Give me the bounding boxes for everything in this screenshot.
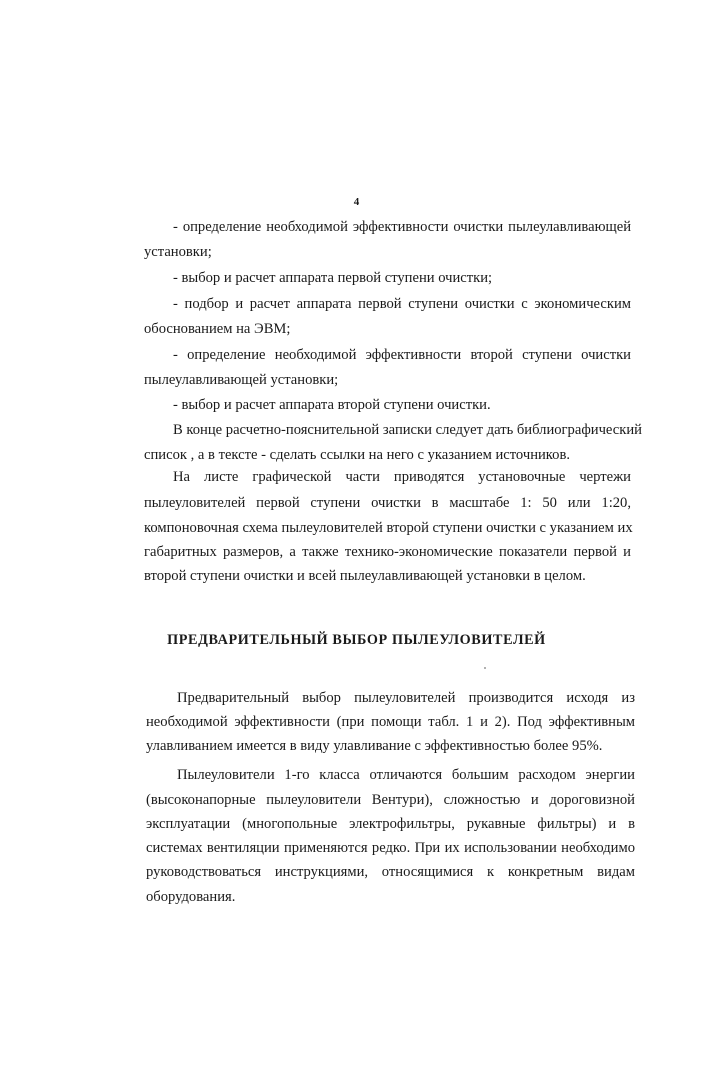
- text-line: эксплуатации (многопольные электрофильтры, рукавные фильтры) и в: [146, 816, 635, 832]
- text-line: Предварительный выбор пылеуловителей производится исходя из: [177, 690, 635, 706]
- text-line: пылеулавливающей установки;: [144, 372, 339, 388]
- text-line: обоснованием на ЭВМ;: [144, 321, 291, 337]
- text-line: улавливанием имеется в виду улавливание с эффективностью более 95%.: [146, 738, 603, 754]
- text-line: В конце расчетно-пояснительной записки следует дать библиографический: [173, 422, 642, 438]
- scan-speck: [484, 667, 486, 669]
- text-line: - подбор и расчет аппарата первой ступени очистки с экономическим: [173, 296, 631, 312]
- text-line: список , а в тексте - сделать ссылки на него с указанием источников.: [144, 447, 570, 463]
- text-line: - определение необходимой эффективности очистки пылеулавливающей: [173, 219, 631, 235]
- text-line: - определение необходимой эффективности второй ступени очистки: [173, 347, 631, 363]
- text-line: габаритных размеров, а также технико-экономические показатели первой и: [144, 544, 631, 560]
- text-line: руководствоваться инструкциями, относящимися к конкретным видам: [146, 864, 635, 880]
- text-line: второй ступени очистки и всей пылеулавливающей установки в целом.: [144, 568, 586, 584]
- text-line: компоновочная схема пылеуловителей второй ступени очистки с указанием их: [144, 520, 633, 536]
- text-line: - выбор и расчет аппарата первой ступени очистки;: [173, 270, 493, 286]
- page-number: 4: [353, 196, 360, 208]
- text-line: (высоконапорные пылеуловители Вентури), сложностью и дороговизной: [146, 792, 635, 808]
- section-heading: ПРЕДВАРИТЕЛЬНЫЙ ВЫБОР ПЫЛЕУЛОВИТЕЛЕЙ: [167, 632, 546, 648]
- text-line: Пылеуловители 1-го класса отличаются большим расходом энергии: [177, 767, 635, 783]
- text-line: пылеуловителей первой ступени очистки в масштабе 1: 50 или 1:20,: [144, 495, 631, 511]
- text-line: системах вентиляции применяются редко. При их использовании необходимо: [146, 840, 635, 856]
- text-line: - выбор и расчет аппарата второй ступени очистки.: [173, 397, 491, 413]
- text-line: оборудования.: [146, 889, 236, 905]
- text-line: установки;: [144, 244, 212, 260]
- text-line: На листе графической части приводятся установочные чертежи: [173, 469, 631, 485]
- text-line: необходимой эффективности (при помощи табл. 1 и 2). Под эффективным: [146, 714, 635, 730]
